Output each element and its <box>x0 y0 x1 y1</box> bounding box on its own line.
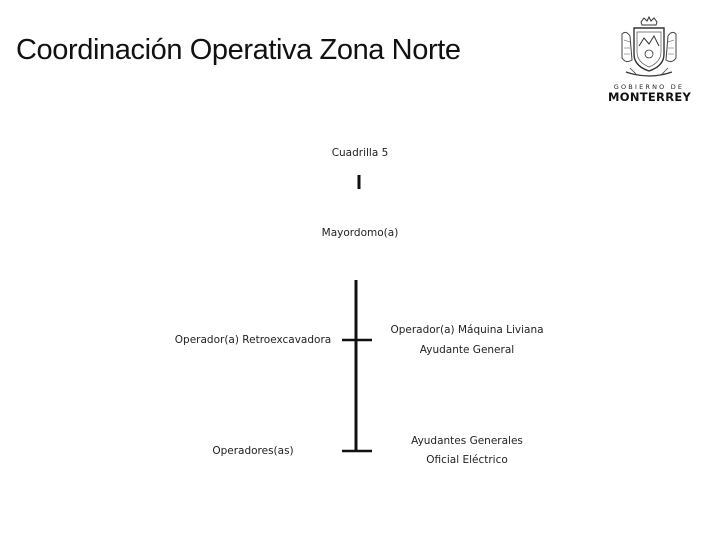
page-title: Coordinación Operativa Zona Norte <box>16 34 461 66</box>
node-operadores: Operadores(as) <box>212 445 294 457</box>
logo-line2: MONTERREY <box>608 90 692 104</box>
node-maquina-liviana: Operador(a) Máquina Liviana <box>390 324 544 336</box>
node-retroexcavadora: Operador(a) Retroexcavadora <box>174 334 332 346</box>
logo-line1: GOBIERNO DE <box>613 83 685 91</box>
node-ayudantes-generales: Ayudantes Generales <box>411 435 523 447</box>
node-oficial-electrico: Oficial Eléctrico <box>426 454 508 466</box>
node-cuadrilla: Cuadrilla 5 <box>331 147 389 159</box>
node-ayudante-general: Ayudante General <box>419 344 515 356</box>
node-mayordomo: Mayordomo(a) <box>321 227 399 239</box>
